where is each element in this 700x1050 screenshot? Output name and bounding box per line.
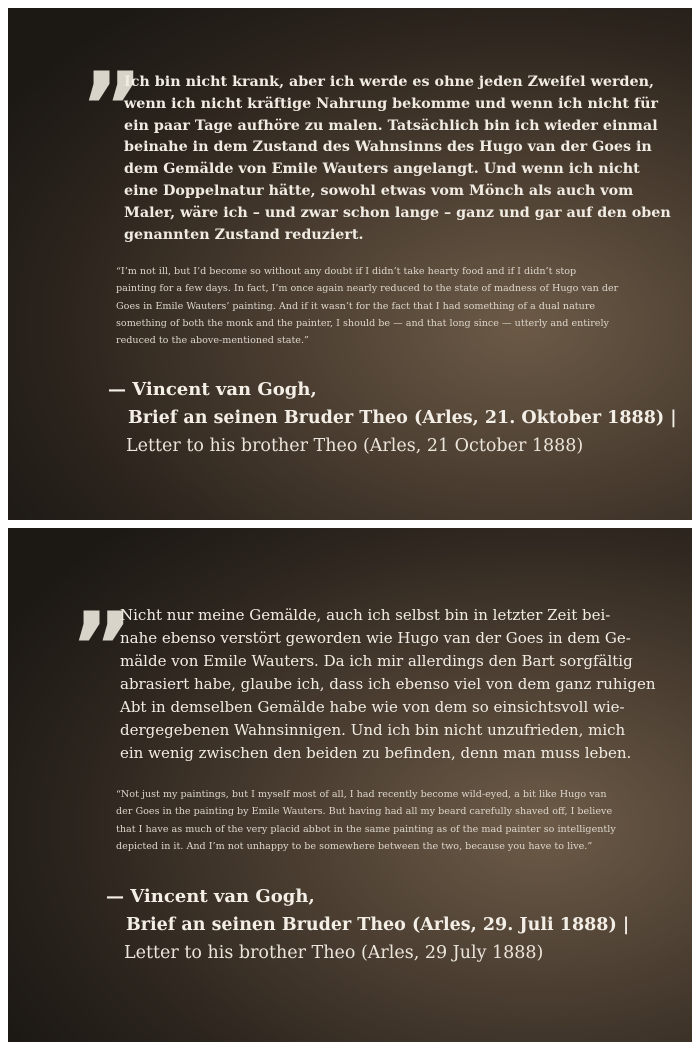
english-quote-line: “I’m not ill, but I’d become so without any doubt if I didn’t take hearty food and if I didn’t stop: [116, 266, 577, 277]
attribution: [108, 376, 677, 460]
english-quote-line: that I have as much of the very placid abbot in the same painting as of the mad painter so intelligently: [116, 823, 616, 835]
german-quote-line: abrasiert habe, glaube ich, dass ich ebenso viel von dem ganz ruhigen: [120, 675, 656, 693]
english-quote-line: depicted in it. And I’m not unhappy to be somewhere between the two, because you have to live.”: [116, 840, 593, 852]
attribution-author: — Vincent van Gogh,: [108, 379, 317, 400]
quote-mark-icon: ”: [70, 592, 130, 704]
attribution: [106, 883, 629, 967]
quote-mark-icon: ”: [80, 52, 140, 164]
attribution-german-source: Brief an seinen Bruder Theo (Arles, 29. Juli 1888) |: [126, 915, 630, 935]
german-quote-line: beinahe in dem Zustand des Wahnsinns des Hugo van der Goes in: [124, 139, 652, 156]
english-quote-line: Goes in Emile Wauters’ painting. And if it wasn’t for the fact that I had something of a dual nature: [116, 300, 596, 312]
german-quote-line: ein wenig zwischen den beiden zu befinden, denn man muss leben.: [120, 744, 632, 762]
german-quote-line: Maler, wäre ich – und zwar schon lange – ganz und gar auf den oben: [124, 204, 671, 221]
german-quote-line: mälde von Emile Wauters. Da ich mir allerdings den Bart sorgfältig: [120, 652, 633, 670]
german-quote-line: Abt in demselben Gemälde habe wie von dem so einsichtsvoll wie-: [120, 698, 625, 716]
english-quote-line: something of both the monk and the painter, I should be — and that long since — utterly and entirely: [116, 317, 609, 329]
attribution-english-source: Letter to his brother Theo (Arles, 21 October 1888): [126, 436, 584, 456]
german-quote: [120, 604, 656, 765]
german-quote-line: ein paar Tage aufhöre zu malen. Tatsächlich bin ich wieder einmal: [124, 117, 658, 134]
english-translation: [116, 786, 646, 855]
german-quote-line: Ich bin nicht krank, aber ich werde es ohne jeden Zweifel werden,: [124, 74, 654, 90]
english-quote-line: painting for a few days. In fact, I’m once again nearly reduced to the state of madness of Hugo van der: [116, 283, 619, 295]
attribution-author: — Vincent van Gogh,: [106, 886, 315, 907]
german-quote-line: wenn ich nicht kräftige Nahrung bekomme und wenn ich nicht für: [124, 95, 659, 112]
german-quote-line: nahe ebenso verstört geworden wie Hugo van der Goes in dem Ge-: [120, 629, 631, 647]
german-quote: [124, 72, 671, 246]
german-quote-line: dem Gemälde von Emile Wauters angelangt. Und wenn ich nicht: [124, 161, 640, 178]
english-quote-line: “Not just my paintings, but I myself most of all, I had recently become wild-eyed, a bit like Hugo van: [116, 789, 607, 800]
german-quote-line: dergegebenen Wahnsinnigen. Und ich bin nicht unzufrieden, mich: [120, 721, 626, 739]
quote-panel-top: [8, 8, 692, 520]
english-translation: [116, 263, 636, 349]
german-quote-line: genannten Zustand reduziert.: [124, 226, 364, 243]
english-quote-line: der Goes in the painting by Emile Wauters. But having had all my beard carefully shaved off, I believe: [116, 806, 613, 818]
attribution-english-source: Letter to his brother Theo (Arles, 29 July 1888): [124, 943, 544, 963]
english-quote-line: reduced to the above-mentioned state.”: [116, 335, 309, 347]
quote-panel-bottom: [8, 528, 692, 1042]
attribution-german-source: Brief an seinen Bruder Theo (Arles, 21. Oktober 1888) |: [128, 408, 677, 428]
german-quote-line: eine Doppelnatur hätte, sowohl etwas vom Mönch als auch vom: [124, 182, 634, 199]
german-quote-line: Nicht nur meine Gemälde, auch ich selbst bin in letzter Zeit bei-: [120, 606, 611, 624]
